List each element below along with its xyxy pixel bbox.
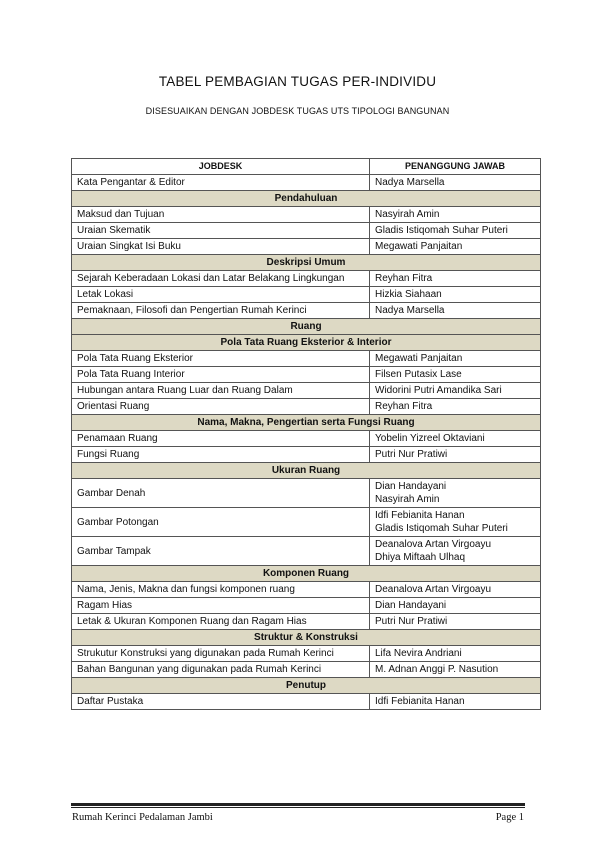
footer-rule-thin xyxy=(71,807,525,808)
jobdesk-cell: Letak Lokasi xyxy=(72,287,370,303)
task-table xyxy=(71,158,541,710)
owner-cell xyxy=(370,614,541,630)
owner-name: Megawati Panjaitan xyxy=(375,353,463,364)
section-label: Nama, Makna, Pengertian serta Fungsi Ruang xyxy=(72,415,541,431)
footer-page-number: Page 1 xyxy=(495,812,524,823)
jobdesk-cell: Nama, Jenis, Makna dan fungsi komponen ruang xyxy=(72,582,370,598)
owner-name: Idfi Febianita Hanan xyxy=(375,696,465,707)
jobdesk-cell: Daftar Pustaka xyxy=(72,694,370,710)
owner-cell xyxy=(370,508,541,537)
section-label: Penutup xyxy=(72,678,541,694)
jobdesk-cell: Fungsi Ruang xyxy=(72,447,370,463)
jobdesk-cell: Penamaan Ruang xyxy=(72,431,370,447)
table-row xyxy=(72,287,541,303)
section-row xyxy=(72,255,541,271)
table-body xyxy=(72,175,541,710)
page-title: TABEL PEMBAGIAN TUGAS PER-INDIVIDU xyxy=(158,74,437,89)
owner-name: Gladis Istiqomah Suhar Puteri xyxy=(375,225,508,236)
section-label: Struktur & Konstruksi xyxy=(72,630,541,646)
jobdesk-cell: Gambar Denah xyxy=(72,479,370,508)
owner-name: Nadya Marsella xyxy=(375,305,445,316)
section-label: Ukuran Ruang xyxy=(72,463,541,479)
table-row xyxy=(72,582,541,598)
owner-cell xyxy=(370,271,541,287)
jobdesk-cell: Sejarah Keberadaan Lokasi dan Latar Belakang Lingkungan xyxy=(72,271,370,287)
owner-cell xyxy=(370,582,541,598)
footer-document-name: Rumah Kerinci Pedalaman Jambi xyxy=(72,812,213,823)
jobdesk-cell: Kata Pengantar & Editor xyxy=(72,175,370,191)
table-row xyxy=(72,399,541,415)
owner-cell xyxy=(370,367,541,383)
jobdesk-cell: Maksud dan Tujuan xyxy=(72,207,370,223)
section-label: Deskripsi Umum xyxy=(72,255,541,271)
section-row xyxy=(72,319,541,335)
section-row xyxy=(72,415,541,431)
table-row xyxy=(72,646,541,662)
owner-cell xyxy=(370,537,541,566)
table-row xyxy=(72,508,541,537)
owner-cell xyxy=(370,399,541,415)
section-label: Komponen Ruang xyxy=(72,566,541,582)
owner-cell xyxy=(370,287,541,303)
footer-rule-thick xyxy=(71,803,525,806)
table-row xyxy=(72,271,541,287)
table-row xyxy=(72,662,541,678)
table-row xyxy=(72,239,541,255)
owner-name: Deanalova Artan Virgoayu xyxy=(375,539,492,550)
jobdesk-cell: Pola Tata Ruang Eksterior xyxy=(72,351,370,367)
section-row xyxy=(72,191,541,207)
table-row xyxy=(72,223,541,239)
owner-cell xyxy=(370,431,541,447)
owner-cell xyxy=(370,447,541,463)
jobdesk-cell: Uraian Skematik xyxy=(72,223,370,239)
owner-name: Gladis Istiqomah Suhar Puteri xyxy=(375,523,508,534)
table-row xyxy=(72,479,541,508)
owner-cell xyxy=(370,646,541,662)
owner-cell xyxy=(370,223,541,239)
header-penanggung-jawab: PENANGGUNG JAWAB xyxy=(370,159,541,175)
owner-cell xyxy=(370,351,541,367)
owner-name: Yobelin Yizreel Oktaviani xyxy=(375,433,485,444)
owner-cell xyxy=(370,694,541,710)
jobdesk-cell: Gambar Tampak xyxy=(72,537,370,566)
owner-name: Nasyirah Amin xyxy=(375,209,440,220)
table-header-row xyxy=(72,159,541,175)
owner-name: Deanalova Artan Virgoayu xyxy=(375,584,492,595)
jobdesk-cell: Hubungan antara Ruang Luar dan Ruang Dalam xyxy=(72,383,370,399)
owner-name: Dian Handayani xyxy=(375,481,447,492)
header-jobdesk: JOBDESK xyxy=(72,159,370,175)
section-row xyxy=(72,335,541,351)
owner-name: Filsen Putasix Lase xyxy=(375,369,462,380)
jobdesk-cell: Pola Tata Ruang Interior xyxy=(72,367,370,383)
section-row xyxy=(72,630,541,646)
owner-name: Megawati Panjaitan xyxy=(375,241,463,252)
owner-cell xyxy=(370,207,541,223)
section-row xyxy=(72,463,541,479)
jobdesk-cell: Strukutur Konstruksi yang digunakan pada Rumah Kerinci xyxy=(72,646,370,662)
table-row xyxy=(72,537,541,566)
table-row xyxy=(72,351,541,367)
jobdesk-cell: Orientasi Ruang xyxy=(72,399,370,415)
owner-cell xyxy=(370,383,541,399)
section-label: Pendahuluan xyxy=(72,191,541,207)
jobdesk-cell: Uraian Singkat Isi Buku xyxy=(72,239,370,255)
section-label: Pola Tata Ruang Eksterior & Interior xyxy=(72,335,541,351)
owner-name: Reyhan Fitra xyxy=(375,401,433,412)
table-row xyxy=(72,175,541,191)
owner-name: Dhiya Miftaah Ulhaq xyxy=(375,552,466,563)
table-row xyxy=(72,383,541,399)
owner-name: Lifa Nevira Andriani xyxy=(375,648,462,659)
owner-cell xyxy=(370,303,541,319)
owner-name: Reyhan Fitra xyxy=(375,273,433,284)
owner-name: Nadya Marsella xyxy=(375,177,445,188)
owner-name: Hizkia Siahaan xyxy=(375,289,442,300)
jobdesk-cell: Letak & Ukuran Komponen Ruang dan Ragam Hias xyxy=(72,614,370,630)
owner-name: M. Adnan Anggi P. Nasution xyxy=(375,664,499,675)
section-label: Ruang xyxy=(72,319,541,335)
owner-name: Nasyirah Amin xyxy=(375,494,440,505)
owner-name: Widorini Putri Amandika Sari xyxy=(375,385,502,396)
table-row xyxy=(72,367,541,383)
section-row xyxy=(72,566,541,582)
table-row xyxy=(72,614,541,630)
jobdesk-cell: Bahan Bangunan yang digunakan pada Rumah Kerinci xyxy=(72,662,370,678)
owner-cell xyxy=(370,239,541,255)
section-row xyxy=(72,678,541,694)
jobdesk-cell: Ragam Hias xyxy=(72,598,370,614)
table-row xyxy=(72,447,541,463)
owner-cell xyxy=(370,175,541,191)
table-row xyxy=(72,431,541,447)
owner-cell xyxy=(370,662,541,678)
owner-cell xyxy=(370,598,541,614)
jobdesk-cell: Gambar Potongan xyxy=(72,508,370,537)
owner-name: Dian Handayani xyxy=(375,600,447,611)
jobdesk-cell: Pemaknaan, Filosofi dan Pengertian Rumah Kerinci xyxy=(72,303,370,319)
owner-name: Idfi Febianita Hanan xyxy=(375,510,465,521)
owner-name: Putri Nur Pratiwi xyxy=(375,616,448,627)
owner-cell xyxy=(370,479,541,508)
table-row xyxy=(72,598,541,614)
table-row xyxy=(72,303,541,319)
table-row xyxy=(72,694,541,710)
page-subtitle: DISESUAIKAN DENGAN JOBDESK TUGAS UTS TIPOLOGI BANGUNAN xyxy=(145,106,450,116)
table-row xyxy=(72,207,541,223)
owner-name: Putri Nur Pratiwi xyxy=(375,449,448,460)
